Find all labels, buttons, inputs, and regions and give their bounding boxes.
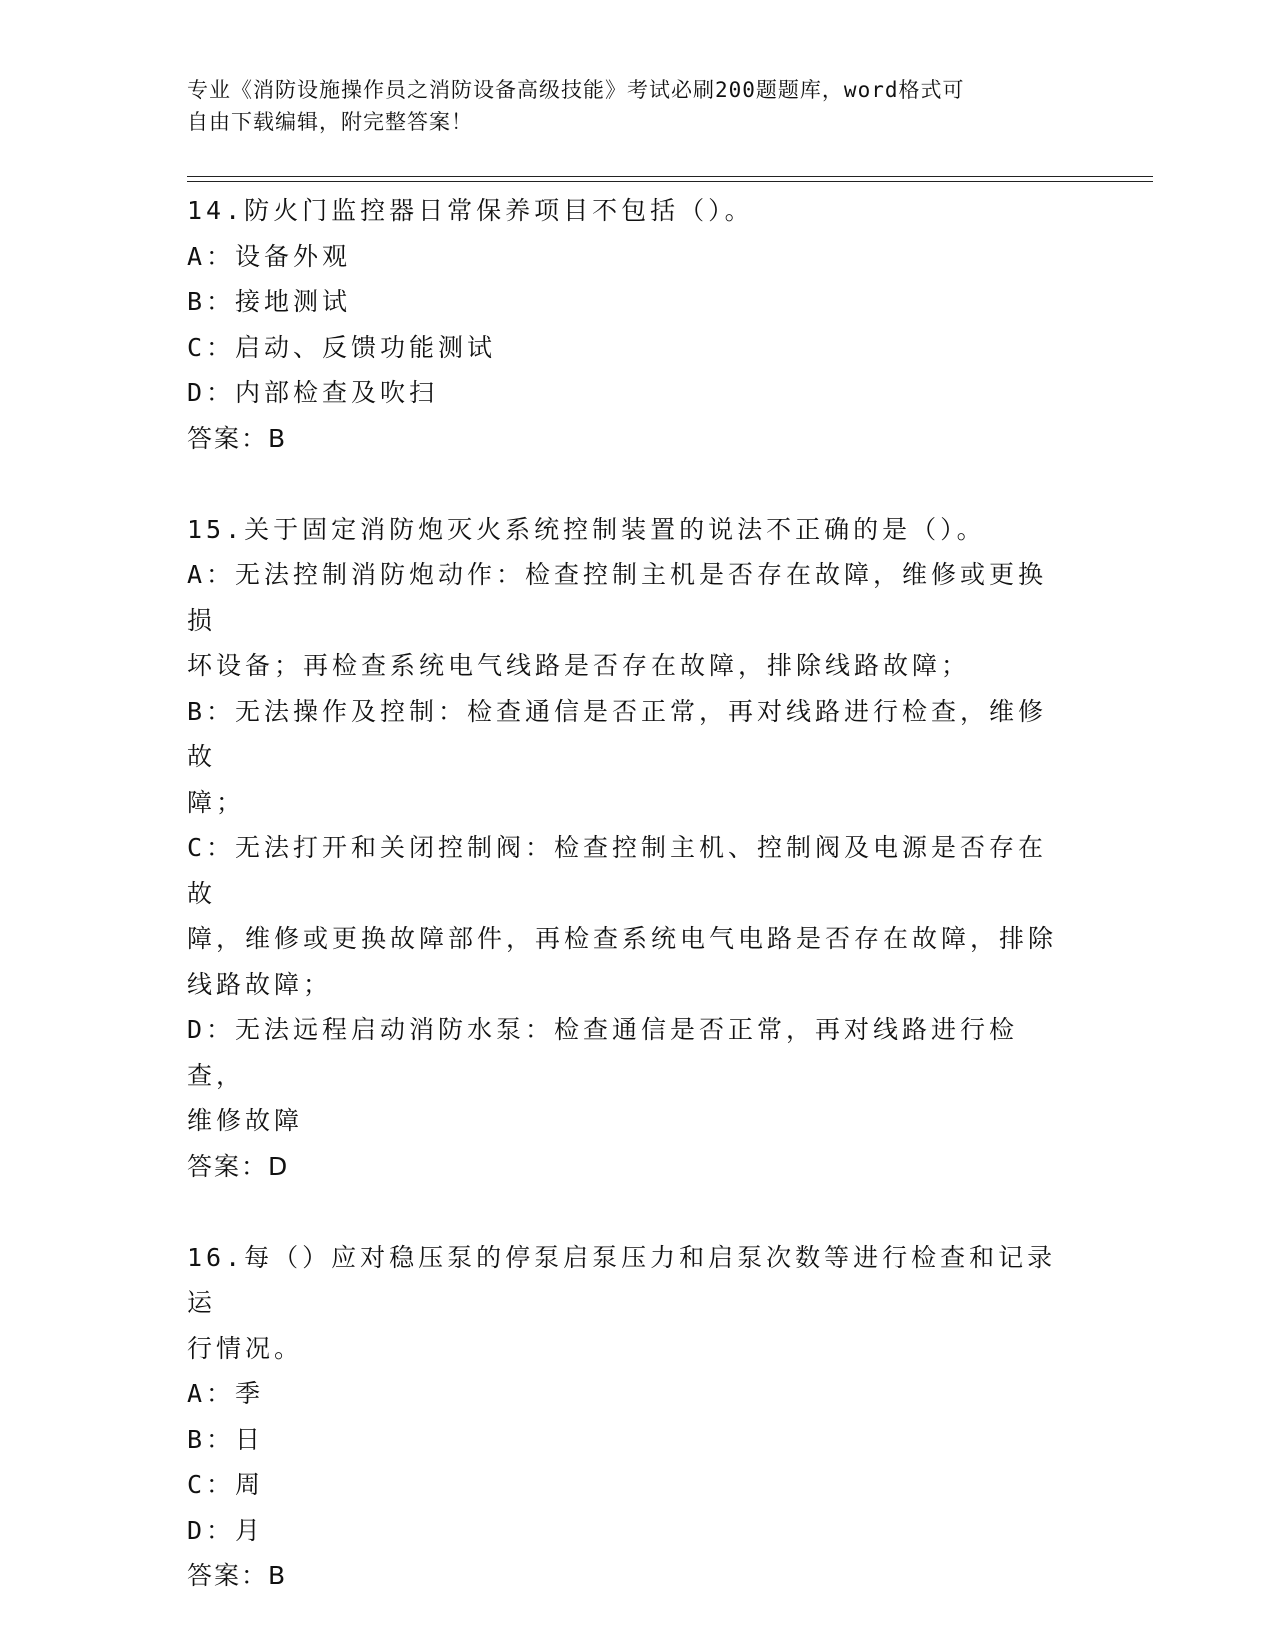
option-a: A：季 [187,1379,265,1408]
option-a-continued: 坏设备；再检查系统电气线路是否存在故障，排除线路故障； [187,651,971,680]
option-b-continued: 障； [187,787,246,817]
question-15 [187,507,1067,1190]
header-line-1: 专业《消防设施操作员之消防设备高级技能》考试必刷200题题库，word格式可 [187,78,965,102]
header-divider-top [187,176,1153,177]
option-c: C：启动、反馈功能测试 [187,332,497,362]
question-spacer [187,461,1067,507]
option-c-continued: 障，维修或更换故障部件，再检查系统电气电路是否存在故障，排除 [187,924,1058,953]
question-spacer [187,1189,1067,1235]
option-d: D：内部检查及吹扫 [187,378,439,407]
option-a: A：设备外观 [187,241,352,271]
option-a: A：无法控制消防炮动作：检查控制主机是否存在故障，维修或更换损 [187,560,1048,635]
option-d-continued: 维修故障 [187,1106,304,1135]
question-16 [187,1235,1067,1599]
option-d: D：月 [187,1515,265,1545]
header-line-2: 自由下载编辑，附完整答案！ [187,110,473,134]
question-list [187,188,1067,1599]
document-header [187,74,1067,138]
option-b: B：日 [187,1424,265,1454]
question-stem: 16.每（）应对稳压泵的停泵启泵压力和启泵次数等进行检查和记录运 [187,1242,1057,1317]
option-c-continued: 线路故障； [187,969,333,999]
answer: 答案：D [187,1151,290,1181]
question-stem: 14.防火门监控器日常保养项目不包括（）。 [187,196,754,225]
question-stem-continued: 行情况。 [187,1333,304,1363]
answer: 答案：B [187,1561,288,1590]
option-b: B：接地测试 [187,287,352,316]
option-c: C：无法打开和关闭控制阀：检查控制主机、控制阀及电源是否存在故 [187,833,1048,908]
header-divider-bottom [187,181,1153,182]
answer: 答案：B [187,423,288,453]
option-c: C：周 [187,1470,265,1499]
question-14 [187,188,1067,461]
question-stem: 15.关于固定消防炮灭火系统控制装置的说法不正确的是（）。 [187,514,986,544]
option-b: B：无法操作及控制：检查通信是否正常，再对线路进行检查，维修故 [187,696,1048,771]
option-d: D：无法远程启动消防水泵：检查通信是否正常，再对线路进行检查， [187,1015,1019,1090]
